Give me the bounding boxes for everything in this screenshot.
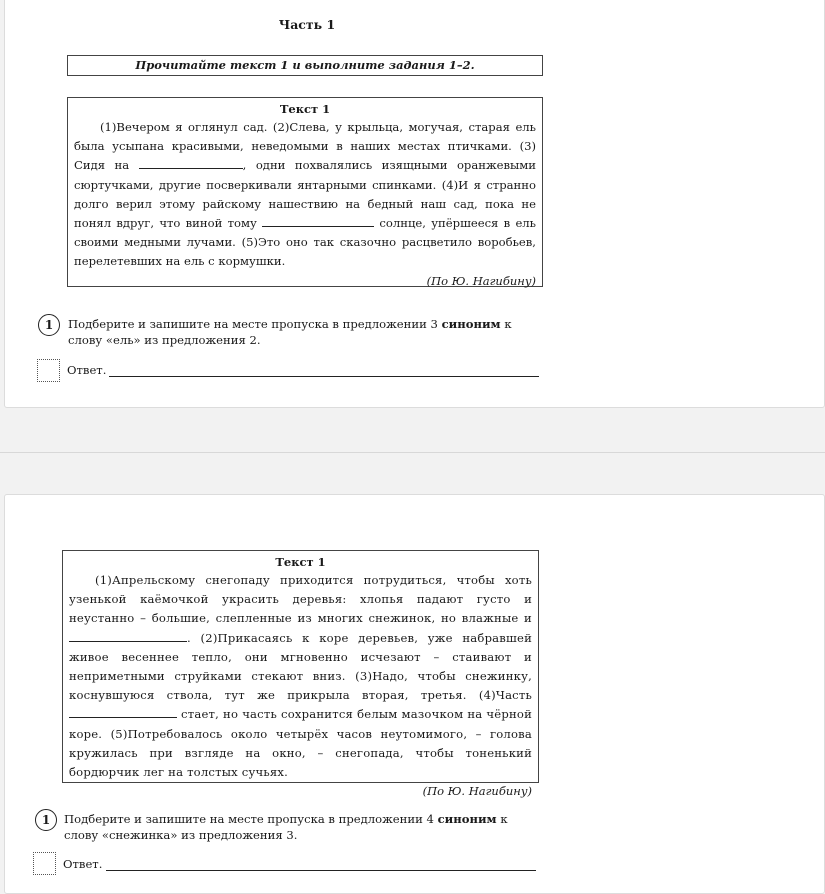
text-body <box>74 118 536 272</box>
text-segment: стает, но часть сохранится белым мазочком на чёрной коре. (5)Потребовалось около четырёх часов неутомимого, – голова кружилась при взгляде на окно, – снегопада, чтобы тоненький бордюрчик лег на толстых сучьях. <box>69 707 532 780</box>
text-body <box>69 571 532 782</box>
author-attribution: (По Ю. Нагибину) <box>426 273 536 288</box>
author-attribution: (По Ю. Нагибину) <box>422 784 532 799</box>
answer-label: Ответ. <box>67 363 107 377</box>
text-segment: (1)Апрельскому снегопаду приходится потрудиться, чтобы хоть узенькой каёмочкой украсить деревья: хлопья падают густо и неустанно – большие, слепленные из многих снежинок, но влажные и <box>69 573 532 626</box>
answer-line[interactable] <box>106 870 536 871</box>
answer-label: Ответ. <box>63 857 103 871</box>
answer-line[interactable] <box>109 376 539 377</box>
text-box <box>62 550 539 799</box>
page-divider <box>0 452 825 453</box>
task-text-part: к слову «снежинка» из предложения 3. <box>64 812 508 842</box>
task-text-part: к слову «ель» из предложения 2. <box>68 317 512 347</box>
part-title: Часть 1 <box>278 17 336 32</box>
task-text-part: Подберите и запишите на месте пропуска в предложении 3 <box>68 317 442 331</box>
text-segment: , одни похвалялись изящными оранжевыми сюртучками, другие посверкивали янтарными спинками. (4)И я странно долго верил этому райскому нашествию на бедный наш сад, пока не понял вдруг, что виной тому <box>74 158 537 231</box>
task-number-badge: 1 <box>38 314 60 336</box>
task-number-badge: 1 <box>35 809 57 831</box>
text-box <box>67 97 543 287</box>
answer-box[interactable] <box>37 359 60 382</box>
gap-blank <box>262 214 374 227</box>
text-title: Текст 1 <box>275 555 326 569</box>
instruction: Прочитайте текст 1 и выполните задания 1–2. <box>67 55 543 76</box>
text-segment: (1)Вечером я оглянул сад. (2)Слева, у крыльца, могучая, старая ель была усыпана красивыми, неведомыми в наших местах птичками. (3) Сидя на <box>74 120 536 173</box>
page-card-2 <box>4 494 825 894</box>
task-keyword: синоним <box>437 812 497 826</box>
text-title: Текст 1 <box>279 102 331 116</box>
gap-blank <box>139 156 243 169</box>
task-text <box>68 316 546 348</box>
task-keyword: синоним <box>441 317 501 331</box>
task-text-part: Подберите и запишите на месте пропуска в предложении 4 <box>64 812 438 826</box>
text-segment: солнце, упёршееся в ель своими медными лучами. (5)Это оно так сказочно расцветило воробьев, перелетевших на ель с кормушки. <box>74 216 536 269</box>
gap-blank <box>69 705 177 718</box>
gap-blank <box>69 629 187 642</box>
page-card-1 <box>4 0 825 408</box>
task-text <box>64 811 542 843</box>
text-segment: . (2)Прикасаясь к коре деревьев, уже набравшей живое весеннее тепло, они мгновенно исчезают – стаивают и неприметными струйками стекают вниз. (3)Надо, чтобы снежинку, коснувшуюся ствола, тут же прикрыла вторая, третья. (4)Часть <box>69 630 532 703</box>
answer-box[interactable] <box>33 852 56 875</box>
